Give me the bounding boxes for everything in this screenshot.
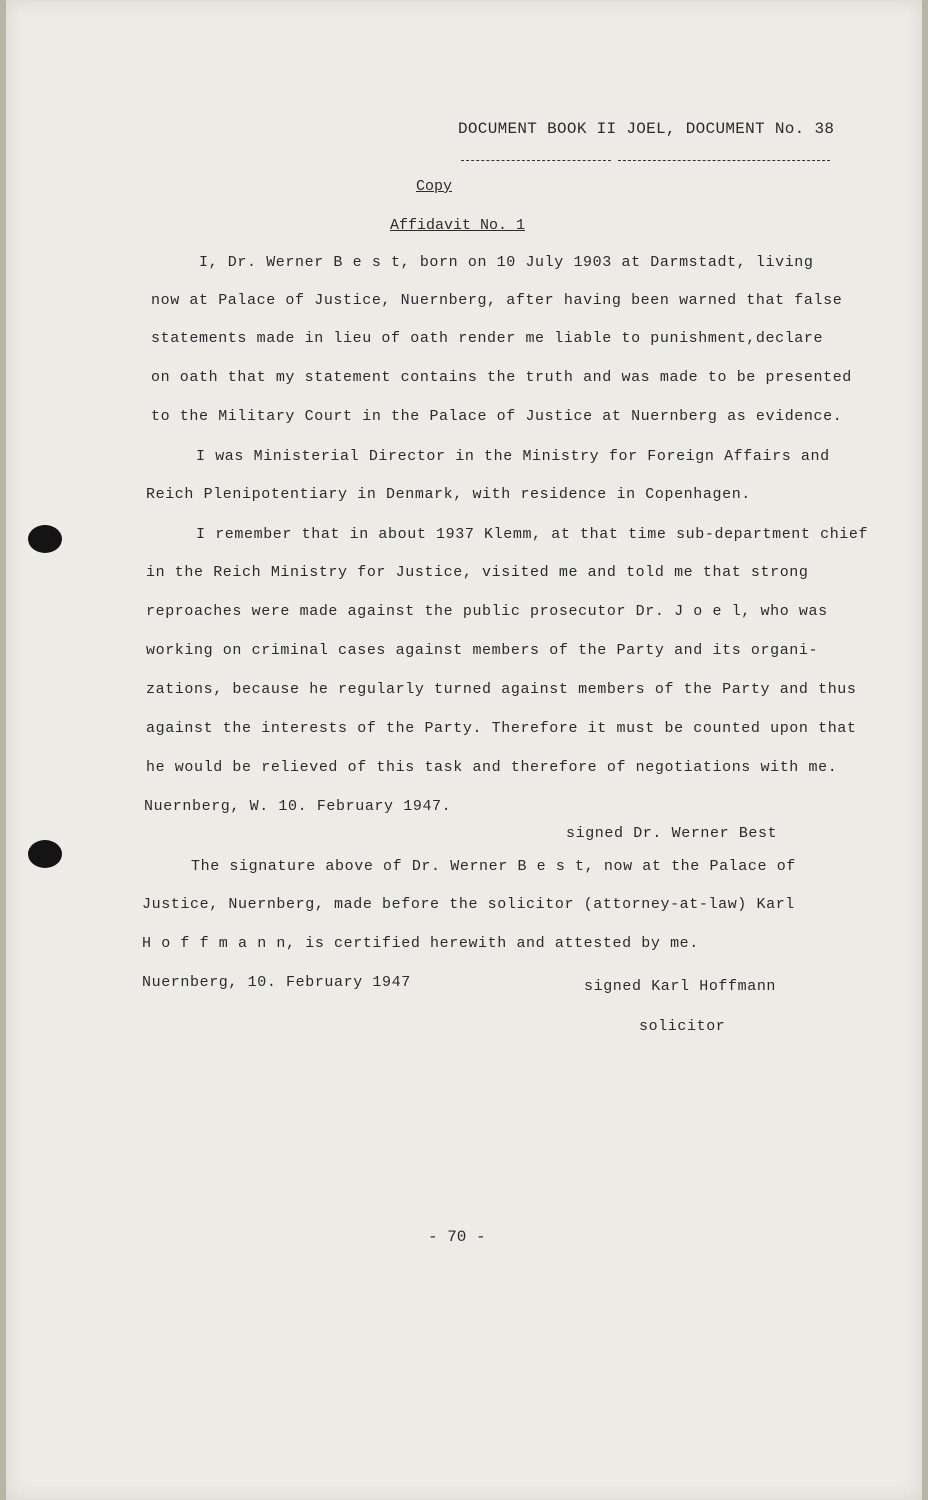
punch-hole bbox=[28, 525, 62, 553]
body-line: Nuernberg, 10. February 1947 bbox=[142, 974, 411, 991]
document-title: Affidavit No. 1 bbox=[390, 217, 526, 234]
body-line: working on criminal cases against members of the Party and its organi- bbox=[146, 642, 819, 659]
body-line: on oath that my statement contains the truth and was made to be presented bbox=[151, 369, 852, 386]
body-line: to the Military Court in the Palace of Justice at Nuernberg as evidence. bbox=[151, 408, 843, 425]
document-page bbox=[6, 0, 922, 1500]
body-line: I was Ministerial Director in the Ministry for Foreign Affairs and bbox=[196, 448, 830, 465]
signature-line: signed Dr. Werner Best bbox=[566, 825, 778, 842]
body-line: Nuernberg, W. 10. February 1947. bbox=[144, 798, 452, 815]
body-line: Reich Plenipotentiary in Denmark, with residence in Copenhagen. bbox=[146, 486, 751, 503]
body-line: H o f f m a n n, is certified herewith and attested by me. bbox=[142, 935, 699, 952]
header-rule bbox=[461, 160, 611, 161]
body-line: now at Palace of Justice, Nuernberg, after having been warned that false bbox=[151, 292, 843, 309]
signature-line: signed Karl Hoffmann bbox=[584, 978, 777, 995]
copy-label: Copy bbox=[416, 178, 453, 195]
body-line: he would be relieved of this task and therefore of negotiations with me. bbox=[146, 759, 838, 776]
punch-hole bbox=[28, 840, 62, 868]
body-line: The signature above of Dr. Werner B e s t, now at the Palace of bbox=[191, 858, 796, 875]
header-rule bbox=[618, 160, 830, 161]
body-line: statements made in lieu of oath render me liable to punishment,declare bbox=[151, 330, 824, 347]
body-line: against the interests of the Party. Therefore it must be counted upon that bbox=[146, 720, 857, 737]
body-line: reproaches were made against the public prosecutor Dr. J o e l, who was bbox=[146, 603, 828, 620]
body-line: I, Dr. Werner B e s t, born on 10 July 1903 at Darmstadt, living bbox=[199, 254, 814, 271]
body-line: Justice, Nuernberg, made before the solicitor (attorney-at-law) Karl bbox=[142, 896, 795, 913]
body-line: in the Reich Ministry for Justice, visited me and told me that strong bbox=[146, 564, 809, 581]
body-line: I remember that in about 1937 Klemm, at that time sub-department chief bbox=[196, 526, 869, 543]
page-number: - 70 - bbox=[428, 1228, 486, 1246]
signature-title: solicitor bbox=[639, 1018, 726, 1035]
document-header: DOCUMENT BOOK II JOEL, DOCUMENT No. 38 bbox=[458, 120, 835, 138]
body-line: zations, because he regularly turned against members of the Party and thus bbox=[146, 681, 857, 698]
